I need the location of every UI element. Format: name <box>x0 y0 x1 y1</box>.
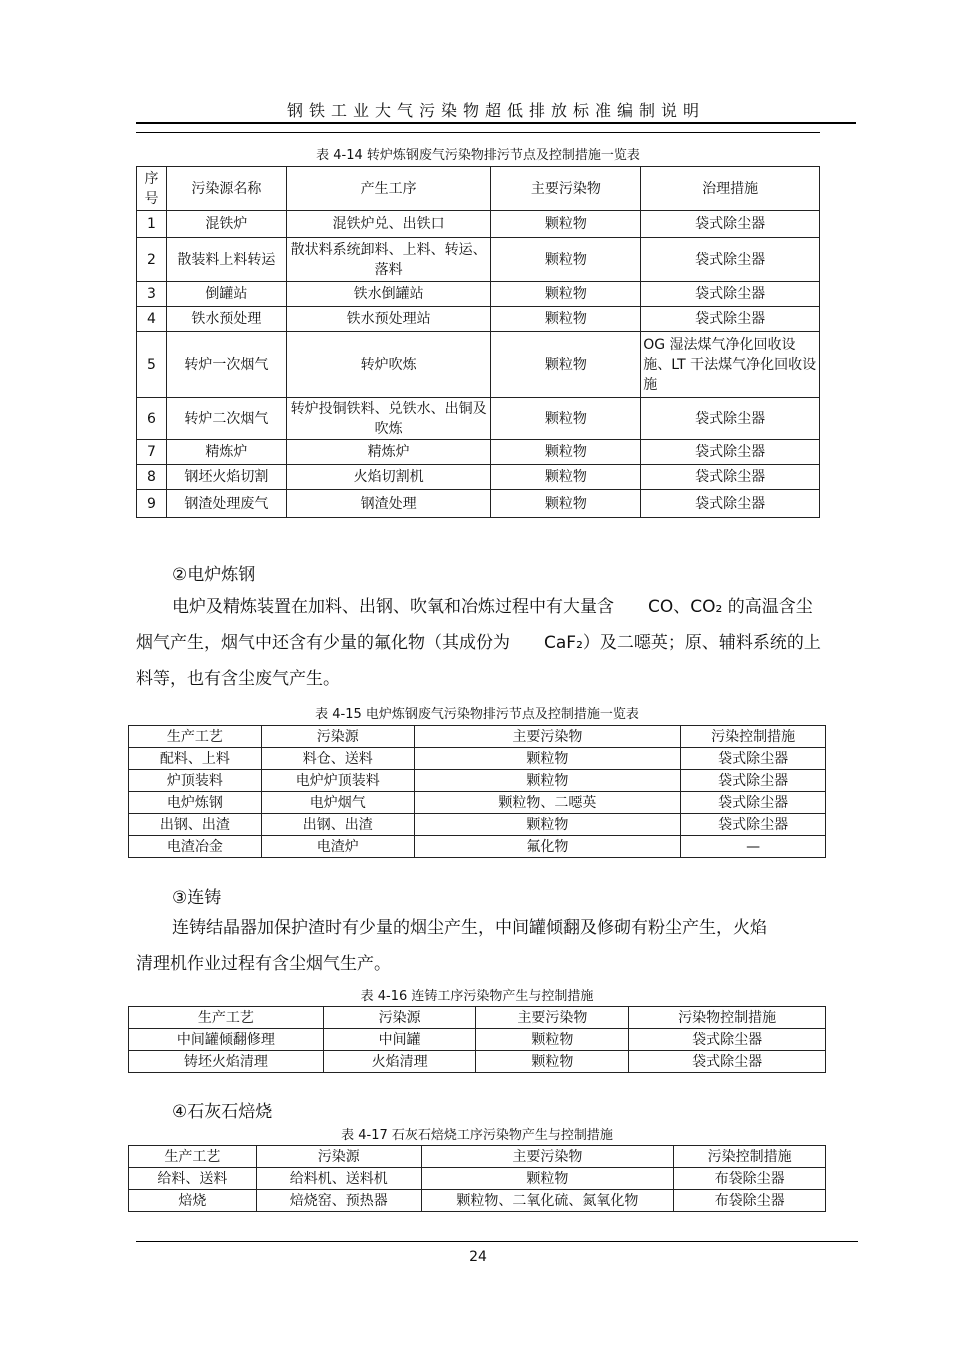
table-row <box>137 211 820 238</box>
table-cell: 袋式除尘器 <box>641 211 820 238</box>
table-cell: 精炼炉 <box>286 440 491 465</box>
table-cell: 混铁炉 <box>166 211 286 238</box>
page-number: 24 <box>469 1249 487 1265</box>
table-cell: 料仓、送料 <box>261 748 414 770</box>
table-cell: 颗粒物 <box>491 211 641 238</box>
table-cell: 颗粒物 <box>491 282 641 307</box>
table-cell: 9 <box>137 490 167 518</box>
table-17-caption: 表 4-17 石灰石焙烧工序污染物产生与控制措施 <box>341 1128 613 1143</box>
header-rule-thin <box>136 132 820 133</box>
table-cell: 倒罐站 <box>166 282 286 307</box>
table-cell: 出钢、出渣 <box>261 814 414 836</box>
table-cell: 给料机、送料机 <box>256 1168 421 1190</box>
header-rule <box>136 122 856 124</box>
table-cell: 电炉炼钢 <box>129 792 262 814</box>
table-cell: 7 <box>137 440 167 465</box>
table-15-header-cell: 污染控制措施 <box>681 726 826 748</box>
table-cell: 铁水预处理 <box>166 307 286 332</box>
table-cell: 袋式除尘器 <box>641 465 820 490</box>
table-cell: 电渣炉 <box>261 836 414 858</box>
table-row <box>137 332 820 398</box>
table-row <box>129 1190 826 1212</box>
table-cell: 颗粒物 <box>421 1168 674 1190</box>
table-cell: 焙烧 <box>129 1190 257 1212</box>
table-cell: 袋式除尘器 <box>641 398 820 440</box>
table-cell: 5 <box>137 332 167 398</box>
table-row <box>129 1029 826 1051</box>
table-cell: 颗粒物、二噁英 <box>414 792 681 814</box>
footer-rule <box>136 1241 858 1242</box>
table-cell: 电炉烟气 <box>261 792 414 814</box>
table-cell: 颗粒物 <box>414 748 681 770</box>
table-cell: 精炼炉 <box>166 440 286 465</box>
table-cell: 氟化物 <box>414 836 681 858</box>
table-cell: 混铁炉兑、出铁口 <box>286 211 491 238</box>
table-cell: 4 <box>137 307 167 332</box>
table-cell: 散状料系统卸料、上料、转运、落料 <box>286 238 491 282</box>
table-14-caption: 表 4-14 转炉炼钢废气污染物排污节点及控制措施一览表 <box>316 148 640 163</box>
table-cell: OG 湿法煤气净化回收设施、LT 干法煤气净化回收设施 <box>641 332 820 398</box>
table-row <box>129 748 826 770</box>
table-16-header-cell: 主要污染物 <box>476 1007 629 1029</box>
table-cell: 颗粒物 <box>491 440 641 465</box>
table-row <box>129 1168 826 1190</box>
table-cell: 给料、送料 <box>129 1168 257 1190</box>
table-cell: 布袋除尘器 <box>674 1190 826 1212</box>
page-header-title: 钢铁工业大气污染物超低排放标准编制说明 <box>286 101 705 120</box>
table-14-header-row <box>137 167 820 211</box>
table-15-header-row <box>129 726 826 748</box>
table-cell: 转炉一次烟气 <box>166 332 286 398</box>
table-15-caption: 表 4-15 电炉炼钢废气污染物排污节点及控制措施一览表 <box>315 707 639 722</box>
table-14-header-cell: 治理措施 <box>641 167 820 211</box>
table-cell: 袋式除尘器 <box>681 770 826 792</box>
table-cell: 焙烧窑、预热器 <box>256 1190 421 1212</box>
table-cell: 袋式除尘器 <box>641 307 820 332</box>
table-cell: 颗粒物 <box>491 238 641 282</box>
table-row <box>129 814 826 836</box>
table-cell: 颗粒物 <box>476 1051 629 1073</box>
table-cell: 袋式除尘器 <box>681 792 826 814</box>
table-cell: 配料、上料 <box>129 748 262 770</box>
table-cell: 2 <box>137 238 167 282</box>
table-cell: 转炉吹炼 <box>286 332 491 398</box>
table-row <box>137 465 820 490</box>
table-cell: 8 <box>137 465 167 490</box>
table-row <box>137 398 820 440</box>
table-15-header-cell: 生产工艺 <box>129 726 262 748</box>
table-cell: 1 <box>137 211 167 238</box>
table-cell: 袋式除尘器 <box>681 814 826 836</box>
section-heading-electric-furnace: ②电炉炼钢 <box>172 565 256 585</box>
table-17-header-cell: 主要污染物 <box>421 1146 674 1168</box>
table-15-header-cell: 主要污染物 <box>414 726 681 748</box>
table-cell: 颗粒物 <box>491 398 641 440</box>
table-cell: 电渣冶金 <box>129 836 262 858</box>
table-cell: 颗粒物 <box>491 490 641 518</box>
table-17-header-cell: 污染控制措施 <box>674 1146 826 1168</box>
table-cell: 散装料上料转运 <box>166 238 286 282</box>
table-cell: 袋式除尘器 <box>629 1051 826 1073</box>
table-15-header-cell: 污染源 <box>261 726 414 748</box>
table-cell: 火焰切割机 <box>286 465 491 490</box>
table-14-header-cell: 序号 <box>137 167 167 211</box>
table-cell: 袋式除尘器 <box>629 1029 826 1051</box>
table-cell: 炉顶装料 <box>129 770 262 792</box>
section-paragraph-electric-furnace: 电炉及精炼装置在加料、出钢、吹氧和冶炼过程中有大量含 CO、CO₂ 的高温含尘烟气产生，烟气中还含有少量的氟化物（其成份为 CaF₂）及二噁英；原、辅料系统的上料等，也有含尘废气产生。 <box>136 597 821 689</box>
table-cell: 颗粒物 <box>491 332 641 398</box>
table-cell: 钢渣处理废气 <box>166 490 286 518</box>
table-cell: — <box>681 836 826 858</box>
table-cell: 颗粒物 <box>414 814 681 836</box>
table-cell: 转炉投铜铁料、兑铁水、出铜及吹炼 <box>286 398 491 440</box>
table-row <box>137 490 820 518</box>
table-cell: 铸坯火焰清理 <box>129 1051 324 1073</box>
table-cell: 铁水倒罐站 <box>286 282 491 307</box>
table-cell: 3 <box>137 282 167 307</box>
table-17-header-cell: 污染源 <box>256 1146 421 1168</box>
table-16-caption: 表 4-16 连铸工序污染物产生与控制措施 <box>360 989 594 1004</box>
section-paragraph-continuous-casting: 连铸结晶器加保护渣时有少量的烟尘产生，中间罐倾翻及修砌有粉尘产生，火焰清理机作业过程有含尘烟气生产。 <box>136 918 767 974</box>
table-cell: 中间罐 <box>323 1029 476 1051</box>
table-row <box>129 792 826 814</box>
table-14-header-cell: 主要污染物 <box>491 167 641 211</box>
table-cell: 袋式除尘器 <box>681 748 826 770</box>
table-cell: 袋式除尘器 <box>641 490 820 518</box>
table-row <box>137 440 820 465</box>
table-17-header-row <box>129 1146 826 1168</box>
table-cell: 袋式除尘器 <box>641 282 820 307</box>
table-row <box>137 282 820 307</box>
table-row <box>129 1051 826 1073</box>
table-row <box>129 836 826 858</box>
table-row <box>137 238 820 282</box>
table-cell: 中间罐倾翻修理 <box>129 1029 324 1051</box>
table-cell: 6 <box>137 398 167 440</box>
table-cell: 颗粒物、二氧化硫、氮氧化物 <box>421 1190 674 1212</box>
table-15 <box>128 725 826 858</box>
table-14-header-cell: 污染源名称 <box>166 167 286 211</box>
table-cell: 颗粒物 <box>476 1029 629 1051</box>
table-cell: 火焰清理 <box>323 1051 476 1073</box>
table-14 <box>136 166 820 518</box>
table-cell: 颗粒物 <box>414 770 681 792</box>
table-cell: 颗粒物 <box>491 307 641 332</box>
table-16-header-cell: 生产工艺 <box>129 1007 324 1029</box>
table-17-header-cell: 生产工艺 <box>129 1146 257 1168</box>
table-16-header-cell: 污染源 <box>323 1007 476 1029</box>
table-16 <box>128 1006 826 1073</box>
table-cell: 袋式除尘器 <box>641 440 820 465</box>
table-cell: 颗粒物 <box>491 465 641 490</box>
table-17 <box>128 1145 826 1212</box>
table-cell: 布袋除尘器 <box>674 1168 826 1190</box>
section-heading-limestone-roasting: ④石灰石焙烧 <box>172 1102 273 1122</box>
table-cell: 电炉炉顶装料 <box>261 770 414 792</box>
table-16-header-row <box>129 1007 826 1029</box>
table-row <box>129 770 826 792</box>
table-cell: 钢渣处理 <box>286 490 491 518</box>
table-14-header-cell: 产生工序 <box>286 167 491 211</box>
table-16-header-cell: 污染物控制措施 <box>629 1007 826 1029</box>
table-row <box>137 307 820 332</box>
table-cell: 袋式除尘器 <box>641 238 820 282</box>
table-cell: 钢坯火焰切割 <box>166 465 286 490</box>
section-heading-continuous-casting: ③连铸 <box>172 888 222 908</box>
table-cell: 转炉二次烟气 <box>166 398 286 440</box>
table-cell: 出钢、出渣 <box>129 814 262 836</box>
table-cell: 铁水预处理站 <box>286 307 491 332</box>
